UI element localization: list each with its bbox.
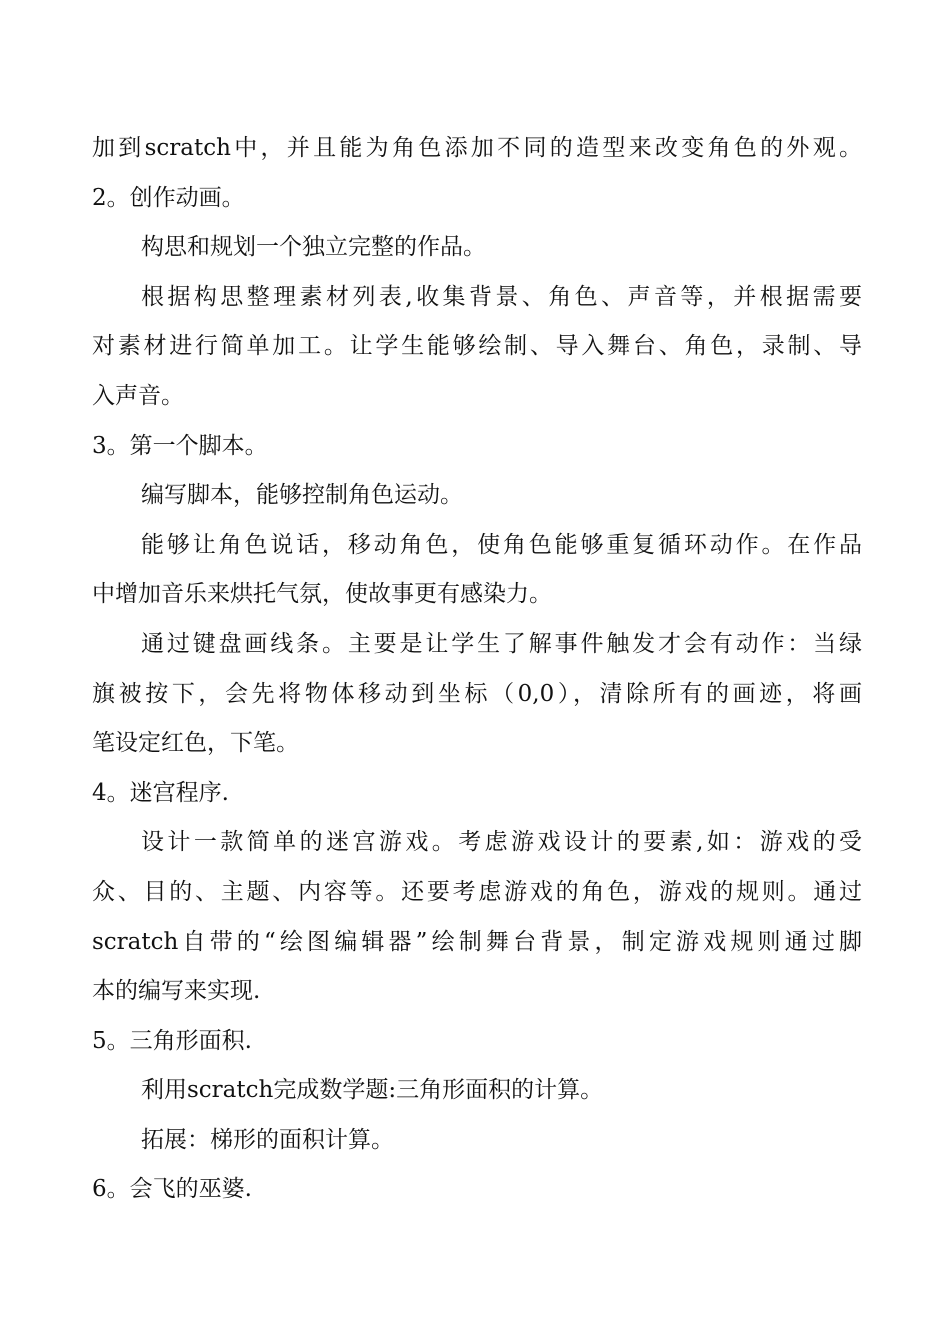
text-line: 中增加音乐来烘托气氛，使故事更有感染力。 xyxy=(92,581,552,608)
text-line: 本的编写来实现. xyxy=(92,978,261,1005)
text-line: 旗被按下，会先将物体移动到坐标（0,0），清除所有的画迹，将画 xyxy=(92,680,862,707)
text-line: 编写脚本，能够控制角色运动。 xyxy=(141,482,463,509)
text-line: scratch自带的“绘图编辑器”绘制舞台背景，制定游戏规则通过脚 xyxy=(92,928,862,955)
section-heading-first-script: 3。第一个脚本。 xyxy=(92,432,268,459)
text-line: 通过键盘画线条。主要是让学生了解事件触发才会有动作：当绿 xyxy=(141,630,862,657)
section-heading-animation: 2。创作动画。 xyxy=(92,184,245,211)
text-line: 根据构思整理素材列表,收集背景、角色、声音等，并根据需要 xyxy=(141,283,862,310)
text-line: 入声音。 xyxy=(92,382,184,409)
text-line: 设计一款简单的迷宫游戏。考虑游戏设计的要素,如：游戏的受 xyxy=(141,829,862,856)
section-heading-flying-witch: 6。会飞的巫婆. xyxy=(92,1176,252,1203)
section-heading-maze: 4。迷宫程序. xyxy=(92,779,229,806)
document-body xyxy=(92,124,862,1215)
text-line: 众、目的、主题、内容等。还要考虑游戏的角色，游戏的规则。通过 xyxy=(92,878,862,905)
text-line: 拓展：梯形的面积计算。 xyxy=(141,1126,394,1153)
text-line: 利用scratch完成数学题:三角形面积的计算。 xyxy=(141,1077,604,1104)
text-line: 对素材进行简单加工。让学生能够绘制、导入舞台、角色，录制、导 xyxy=(92,333,862,360)
text-line: 能够让角色说话，移动角色，使角色能够重复循环动作。在作品 xyxy=(141,531,862,558)
text-line: 加到scratch中，并且能为角色添加不同的造型来改变角色的外观。 xyxy=(92,135,862,161)
section-heading-triangle-area: 5。三角形面积. xyxy=(92,1027,252,1054)
text-line: 笔设定红色，下笔。 xyxy=(92,730,299,757)
text-line: 构思和规划一个独立完整的作品。 xyxy=(141,234,486,261)
